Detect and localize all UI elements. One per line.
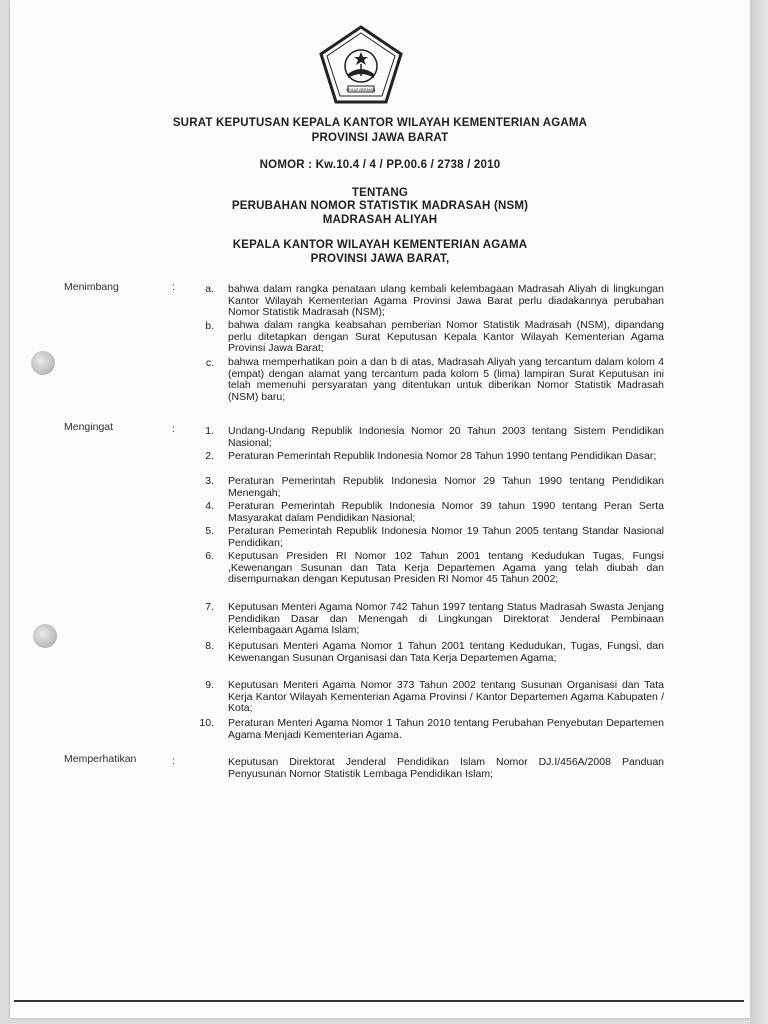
mengingat-item: Peraturan Pemerintah Republik Indonesia Nomor 28 Tahun 1990 tentang Pendidikan Dasar; — [228, 450, 657, 462]
mengingat-marker: 9. — [205, 679, 214, 691]
mengingat-item: Peraturan Menteri Agama Nomor 1 Tahun 2010 tentang Perubahan Penyebutan Departemen Agama Menjadi Kementerian Agama. — [228, 717, 664, 741]
mengingat-marker: 1. — [205, 425, 214, 437]
mengingat-item: Keputusan Presiden RI Nomor 102 Tahun 2001 tentang Kedudukan Tugas, Fungsi ,Kewenangan Susunan dan Tata Kerja Departemen Agama yang telah diubah dan disempurnakan dengan Keputusan Presiden RI Nomor 45 Tahun 2002; — [228, 550, 664, 585]
mengingat-item: Keputusan Menteri Agama Nomor 373 Tahun 2002 tentang Susunan Organisasi dan Tata Kerja Kantor Wilayah Kementerian Agama Provinsi / Kantor Departemen Agama Kabupaten / Kota; — [228, 679, 664, 714]
bottom-rule — [14, 1000, 744, 1002]
mengingat-item: Peraturan Pemerintah Republik Indonesia Nomor 19 Tahun 2005 tentang Standar Nasional Pendidikan; — [228, 525, 664, 549]
official-line2: PROVINSI JAWA BARAT, — [310, 253, 450, 265]
memperhatikan-label: Memperhatikan — [64, 753, 137, 765]
tentang-heading: TENTANG — [351, 187, 409, 199]
menimbang-item: bahwa dalam rangka penataan ulang kembali kelembagaan Madrasah Aliyah di lingkungan Kantor Wilayah Kementerian Agama Provinsi Jawa Barat perlu diadakannya perubahan Nomor Statistik Madrasah (NSM); — [228, 283, 664, 318]
memperhatikan-colon: : — [172, 755, 175, 767]
mengingat-marker: 3. — [205, 475, 214, 487]
mengingat-label: Mengingat — [64, 421, 114, 433]
subject-line2: MADRASAH ALIYAH — [322, 214, 438, 226]
mengingat-marker: 10. — [199, 717, 214, 729]
menimbang-colon: : — [172, 281, 175, 293]
menimbang-marker: c. — [205, 357, 214, 369]
mengingat-marker: 5. — [205, 525, 214, 537]
mengingat-item: Keputusan Menteri Agama Nomor 1 Tahun 2001 tentang Kedudukan, Tugas, Fungsi, dan Kewenangan Susunan Organisasi dan Tata Kerja Departemen Agama; — [228, 640, 664, 664]
subject-line1: PERUBAHAN NOMOR STATISTIK MADRASAH (NSM) — [231, 200, 529, 212]
mengingat-marker: 8. — [205, 640, 214, 652]
menimbang-label: Menimbang — [64, 281, 119, 293]
mengingat-item: Undang-Undang Republik Indonesia Nomor 20 Tahun 2003 tentang Sistem Pendidikan Nasional; — [228, 425, 664, 449]
mengingat-item: Peraturan Pemerintah Republik Indonesia Nomor 29 Tahun 1990 tentang Pendidikan Menengah; — [228, 475, 664, 499]
menimbang-item: bahwa dalam rangka keabsahan pemberian Nomor Statistik Madrasah (NSM), dipandang perlu ditetapkan dengan Surat Keputusan Kepala Kantor Wilayah Kementerian Agama Provinsi Jawa Barat; — [228, 319, 664, 354]
mengingat-item: Peraturan Pemerintah Republik Indonesia Nomor 39 tahun 1990 tentang Peran Serta Masyarakat dalam Pendidikan Nasional; — [228, 500, 664, 524]
punch-hole-top — [31, 351, 55, 375]
emblem-text: IKHLAS BERAMAL — [345, 88, 377, 92]
page-edge — [750, 0, 768, 1024]
punch-hole-bottom — [33, 624, 57, 648]
decree-title-line1: SURAT KEPUTUSAN KEPALA KANTOR WILAYAH KEMENTERIAN AGAMA — [172, 117, 588, 129]
menimbang-marker: a. — [205, 283, 214, 295]
mengingat-marker: 4. — [205, 500, 214, 512]
menimbang-marker: b. — [205, 320, 214, 332]
decree-number: NOMOR : Kw.10.4 / 4 / PP.00.6 / 2738 / 2010 — [259, 159, 501, 171]
official-line1: KEPALA KANTOR WILAYAH KEMENTERIAN AGAMA — [232, 239, 528, 251]
mengingat-marker: 6. — [205, 550, 214, 562]
ministry-emblem-icon — [318, 24, 404, 106]
memperhatikan-text: Keputusan Direktorat Jenderal Pendidikan Islam Nomor DJ.I/456A/2008 Panduan Penyusunan Nomor Statistik Lembaga Pendidikan Islam; — [228, 756, 664, 780]
mengingat-item: Keputusan Menteri Agama Nomor 742 Tahun 1997 tentang Status Madrasah Swasta Jenjang Pendidikan Dasar dan Menengah di Lingkungan Direktorat Jenderal Pembinaan Kelembagaan Agama Islam; — [228, 601, 664, 636]
mengingat-marker: 7. — [205, 601, 214, 613]
mengingat-colon: : — [172, 423, 175, 435]
decree-title-line2: PROVINSI JAWA BARAT — [311, 132, 449, 144]
menimbang-item: bahwa memperhatikan poin a dan b di atas, Madrasah Aliyah yang tercantum dalam kolom 4 (empat) dengan alamat yang tercantum pada kolom 5 (lima) lampiran Surat Keputusan ini telah memenuhi persyaratan yang ditentukan untuk diberikan Nomor Statistik Madrasah (NSM) baru; — [228, 356, 664, 403]
mengingat-marker: 2. — [205, 450, 214, 462]
